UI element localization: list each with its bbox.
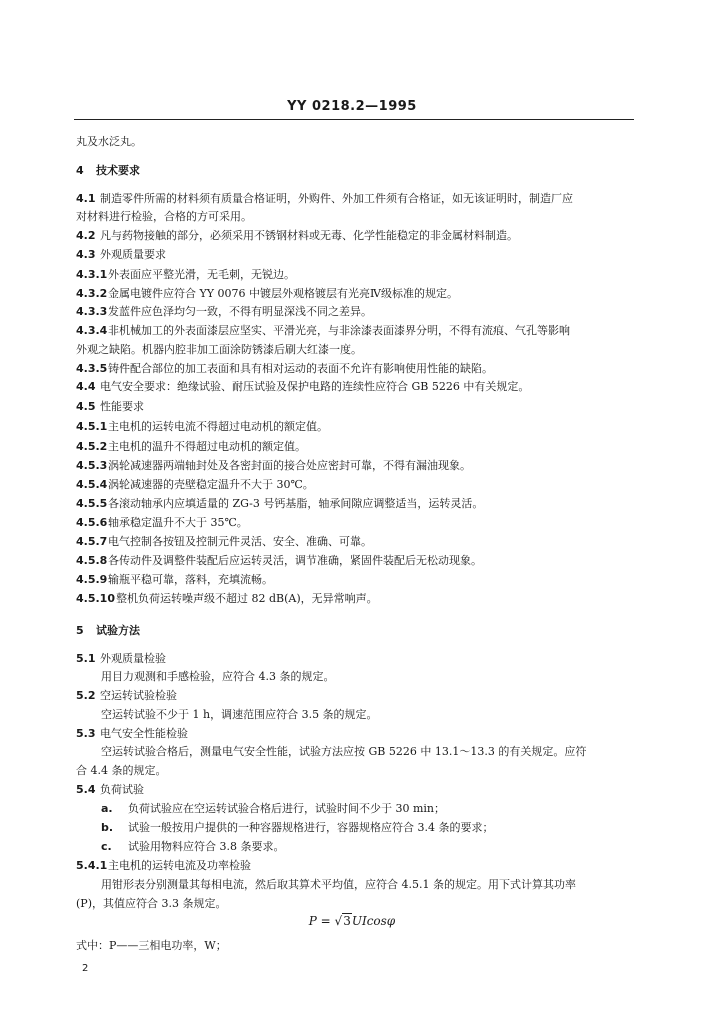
formula-rest: UIcosφ xyxy=(351,914,396,928)
clause: 4.5.8各传动件及调整件装配后应运转灵活，调节准确，紧固件装配后无松动现象。 xyxy=(76,554,482,567)
clause: 4.5 性能要求 xyxy=(76,400,144,413)
clause-body: 用钳形表分别测量其每相电流，然后取其算术平均值，应符合 4.5.1 条的规定。用下式计算其功率 xyxy=(101,878,576,891)
clause: 5.3 电气安全性能检验 xyxy=(76,727,188,740)
clause: 4.5.4涡轮减速器的壳壁稳定温升不大于 30℃。 xyxy=(76,478,314,491)
clause: 4.5.10整机负荷运转噪声级不超过 82 dB(A)，无异常响声。 xyxy=(76,592,378,605)
list-item: c. 试验用物料应符合 3.8 条要求。 xyxy=(101,840,285,853)
sqrt-radicand: 3 xyxy=(343,914,351,928)
list-item: b. 试验一般按用户提供的一种容器规格进行，容器规格应符合 3.4 条的要求； xyxy=(101,821,494,834)
clause: 4.5.1主电机的运转电流不得超过电动机的额定值。 xyxy=(76,420,328,433)
section-heading: 4 技术要求 xyxy=(76,164,140,177)
clause: 4.1 制造零件所需的材料须有质量合格证明，外购件、外加工件须有合格证，如无该证明时，制造厂应 xyxy=(76,192,573,205)
clause: 4.5.6轴承稳定温升不大于 35℃。 xyxy=(76,516,248,529)
clause: 4.3 外观质量要求 xyxy=(76,248,166,261)
clause: 5.4.1主电机的运转电流及功率检验 xyxy=(76,859,251,872)
clause: 4.3.3发蓝件应色泽均匀一致，不得有明显深浅不同之差异。 xyxy=(76,305,372,318)
formula-lhs: P = xyxy=(308,914,335,928)
clause-continuation: 对材料进行检验，合格的方可采用。 xyxy=(76,210,252,223)
clause: 5.2 空运转试验检验 xyxy=(76,689,177,702)
clause: 5.1 外观质量检验 xyxy=(76,652,166,665)
clause-continuation: 外观之缺陷。机器内腔非加工面涂防锈漆后刷大红漆一度。 xyxy=(76,343,362,356)
power-formula xyxy=(0,914,704,928)
clause-body: 用目力观测和手感检验，应符合 4.3 条的规定。 xyxy=(101,670,335,683)
clause-body: 空运转试验不少于 1 h，调速范围应符合 3.5 条的规定。 xyxy=(101,708,378,721)
standard-number-header: YY 0218.2—1995 xyxy=(287,99,417,114)
clause: 4.5.5各滚动轴承内应填适量的 ZG-3 号钙基脂，轴承间隙应调整适当，运转灵活。 xyxy=(76,497,484,510)
clause: 4.5.2主电机的温升不得超过电动机的额定值。 xyxy=(76,440,306,453)
header-rule xyxy=(74,119,634,120)
clause: 4.5.3涡轮减速器两端轴封处及各密封面的接合处应密封可靠，不得有漏油现象。 xyxy=(76,459,471,472)
sqrt-sign: √ xyxy=(334,914,343,928)
clause-continuation: 合 4.4 条的规定。 xyxy=(76,764,167,777)
clause: 4.3.5铸件配合部位的加工表面和具有相对运动的表面不允许有影响使用性能的缺陷。 xyxy=(76,362,493,375)
clause: 4.3.2金属电镀件应符合 YY 0076 中镀层外观格镀层有光亮Ⅳ级标准的规定。 xyxy=(76,287,458,300)
clause: 4.2 凡与药物接触的部分，必须采用不锈钢材料或无毒、化学性能稳定的非金属材料制造。 xyxy=(76,229,518,242)
formula-legend: 式中：P——三相电功率，W； xyxy=(76,939,227,952)
page-number: 2 xyxy=(82,963,89,974)
clause-body: 空运转试验合格后，测量电气安全性能，试验方法应按 GB 5226 中 13.1～13.3 的有关规定。应符 xyxy=(101,745,587,758)
clause: 5.4 负荷试验 xyxy=(76,783,144,796)
clause: 4.3.4非机械加工的外表面漆层应坚实、平滑光亮，与非涂漆表面漆界分明，不得有流痕、气孔等影响 xyxy=(76,324,570,337)
text-line: 丸及水泛丸。 xyxy=(76,135,142,148)
clause: 4.4 电气安全要求：绝缘试验、耐压试验及保护电路的连续性应符合 GB 5226 中有关规定。 xyxy=(76,380,530,393)
clause: 4.5.9输瓶平稳可靠，落料，充填流畅。 xyxy=(76,573,273,586)
clause-continuation: (P)，其值应符合 3.3 条规定。 xyxy=(76,897,227,910)
section-heading: 5 试验方法 xyxy=(76,624,140,637)
clause: 4.3.1外表面应平整光滑，无毛刺，无锐边。 xyxy=(76,268,295,281)
clause: 4.5.7电气控制各按钮及控制元件灵活、安全、准确、可靠。 xyxy=(76,535,372,548)
list-item: a. 负荷试验应在空运转试验合格后进行，试验时间不少于 30 min； xyxy=(101,802,446,815)
